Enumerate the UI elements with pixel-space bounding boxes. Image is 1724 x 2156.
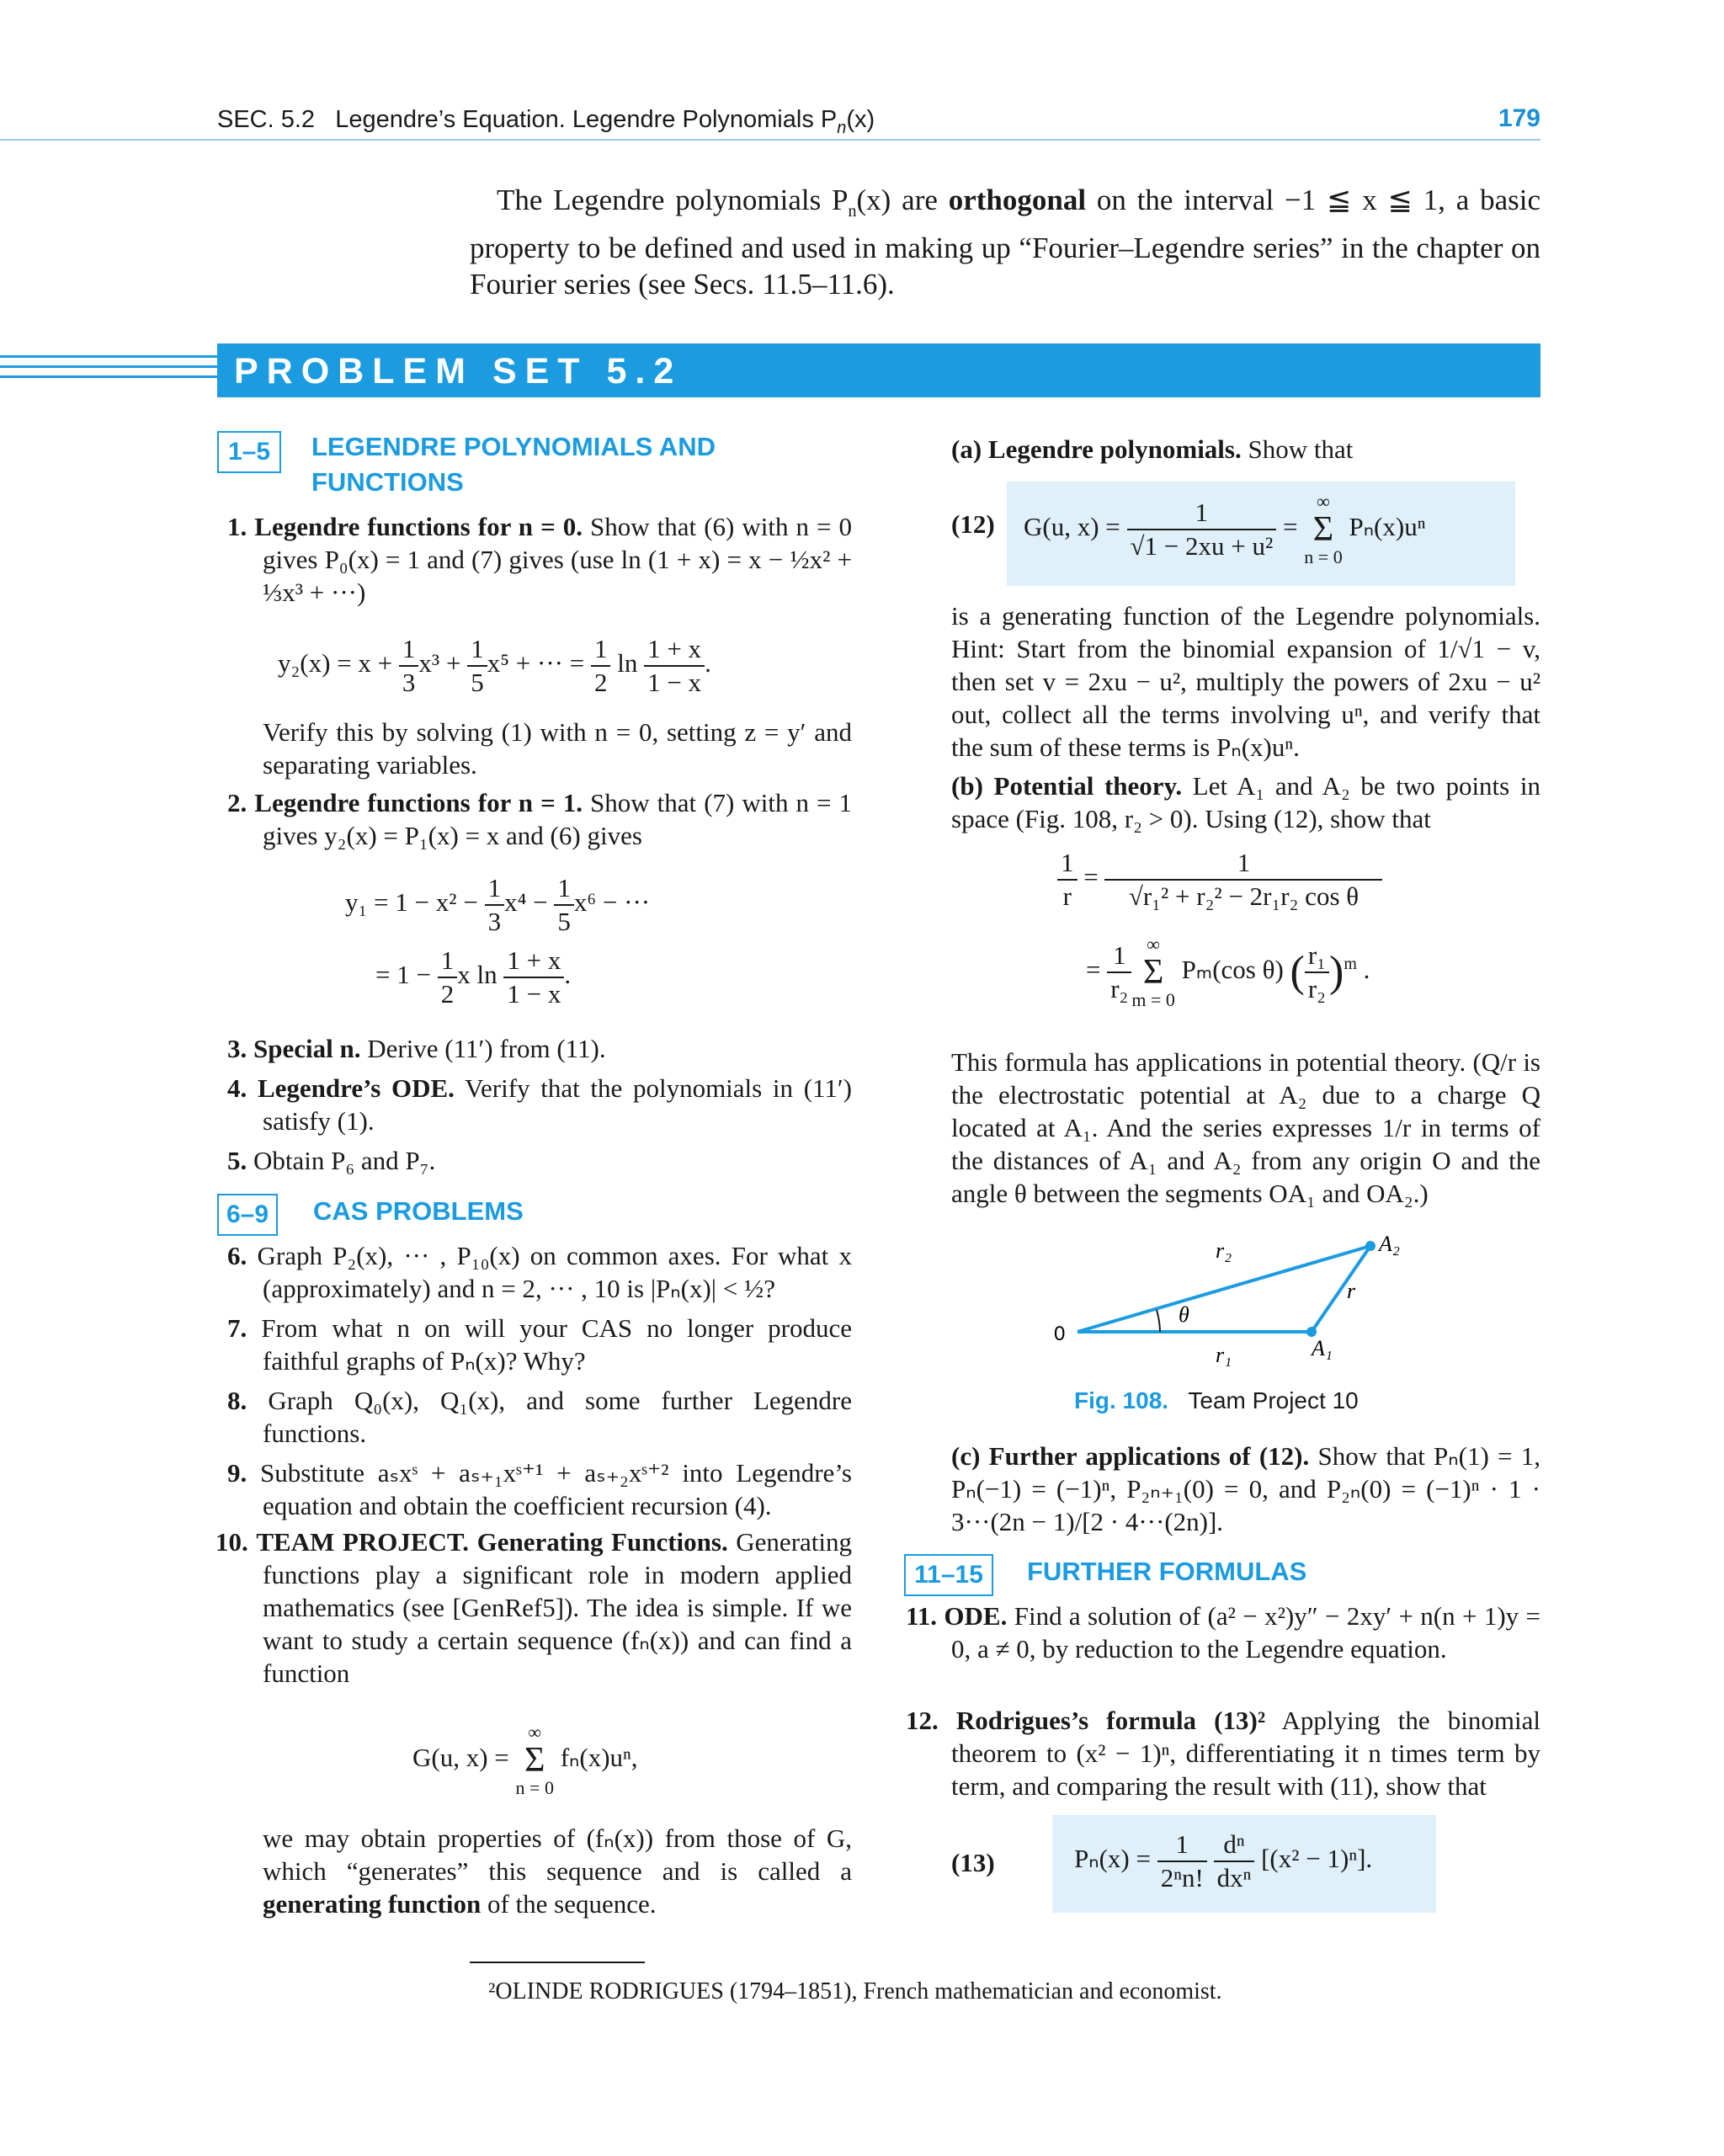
problem-9: 9. Substitute aₛxˢ + aₛ₊₁xˢ⁺¹ + aₛ₊₂xˢ⁺² into Legendre’s equation and obtain the coefficient recursion (4). bbox=[227, 1458, 852, 1520]
equation-y1-closed: = 1 − $\frac{1}{2}$ x ln $\frac{1 + x}{1 - x}$ . bbox=[375, 945, 572, 1009]
triangle-figure bbox=[1035, 1229, 1406, 1372]
problem-4: 4. Legendre’s ODE. Verify that the polynomials in (11′) satisfy (1). bbox=[227, 1073, 852, 1136]
problem-1-verify: Verify this by solving (1) with n = 0, setting z = y′ and separating variables. bbox=[263, 717, 852, 780]
section-heading: LEGENDRE POLYNOMIALS AND FUNCTIONS bbox=[311, 432, 716, 497]
problem-11: 11. ODE. Find a solution of (a² − x²)y″ − 2xy′ + n(n + 1)y = 0, a ≠ 0, by reduction to the Legendre equation. bbox=[906, 1601, 1541, 1664]
problem-10-after: we may obtain properties of (fₙ(x)) from those of G, which “generates” this sequence and is called a generating function of the sequence. bbox=[263, 1823, 852, 1919]
footnote: ²OLINDE RODRIGUES (1794–1851), French mathematician and economist. bbox=[488, 1978, 1222, 2004]
section-range-tag: 11–15 bbox=[904, 1554, 993, 1596]
section-heading: CAS PROBLEMS bbox=[313, 1196, 524, 1226]
equation-generating-G: G(u, x) = ∞ Σ n = 0 fₙ(x)uⁿ, bbox=[412, 1722, 638, 1798]
section-heading: FURTHER FORMULAS bbox=[1027, 1557, 1307, 1586]
header-title: Legendre’s Equation. Legendre Polynomials $P_n(x)$ bbox=[335, 106, 875, 137]
problem-8: 8. Graph Q₀(x), Q₁(x), and some further Legendre functions. bbox=[227, 1386, 852, 1448]
label-r2: r₂ bbox=[1216, 1238, 1232, 1263]
label-A1: A₁ bbox=[1312, 1336, 1333, 1360]
problem-set-title: PROBLEM SET 5.2 bbox=[234, 351, 683, 391]
running-header bbox=[217, 106, 875, 138]
figure-caption: Fig. 108. Team Project 10 bbox=[1074, 1387, 1359, 1413]
problem-2: 2. Legendre functions for n = 1. Show that (7) with n = 1 gives y₂(x) = P₁(x) = x and (6) gives bbox=[227, 788, 853, 850]
label-A2: A₂ bbox=[1379, 1232, 1400, 1256]
problems-6-9 bbox=[227, 1239, 852, 1522]
problem-7: 7. From what n on will your CAS no longer produce faithful graphs of Pₙ(x)? Why? bbox=[227, 1313, 853, 1376]
equation-y2: y₂(x) = x + $\frac{1}{3}$ x³ + $\frac{1}{5}$ x⁵ + ··· = $\frac{1}{2}$ ln $\frac{1 + x}{1 - x}$ . bbox=[278, 634, 711, 697]
problem-3: 3. Special n. Derive (11′) from (11). bbox=[227, 1034, 606, 1063]
section-range-tag: 6–9 bbox=[217, 1194, 278, 1236]
part-b-explanation: This formula has applications in potential theory. (Q/r is the electrostatic potential at A₂ due to a charge Q located at A₁. And the series expresses 1/r in terms of the distances of A₁ and A₂ from any origin O and the angle θ between the segments OA₁ and OA₂.) bbox=[951, 1047, 1540, 1208]
point-A2 bbox=[1365, 1241, 1375, 1251]
part-a-hint: is a generating function of the Legendre polynomials. Hint: Start from the binomial expansion of 1/√1 − v, then set v = 2xu − u², multiply the powers of 2xu − u² out, collect all the terms involving uⁿ, and verify that the sum of these terms is Pₙ(x)uⁿ. bbox=[951, 601, 1540, 762]
part-b-intro: (b) Potential theory. Let A₁ and A₂ be two points in space (Fig. 108, r₂ > 0). Using (12), show that bbox=[951, 771, 1540, 833]
equation-12-label: (12) bbox=[951, 509, 995, 539]
equation-13-rodrigues: Pₙ(x) = $\frac{1}{\text{2ⁿn!}}$ $\frac{\text{dⁿ}}{\text{dxⁿ}}$ [(x² − 1)ⁿ]. bbox=[1074, 1829, 1373, 1892]
segment-r bbox=[1312, 1246, 1370, 1332]
problems-3-5 bbox=[227, 1032, 852, 1177]
header-section: SEC. 5.2 bbox=[217, 106, 316, 133]
part-a-intro: (a) Legendre polynomials. Show that bbox=[951, 434, 1354, 464]
equation-13-label: (13) bbox=[951, 1848, 995, 1877]
label-origin: 0 bbox=[1054, 1323, 1066, 1345]
footnote-rule bbox=[470, 1962, 645, 1963]
problem-10: 10. TEAM PROJECT. Generating Functions. Generating functions play a significant role in modern applied mathematics (see [GenRef5]). The idea is simple. If we want to study a certain sequence (fₙ(x)) and can find a function bbox=[216, 1527, 853, 1688]
label-r: r bbox=[1347, 1279, 1356, 1303]
equation-12: G(u, x) = $\frac{1}{\text{√1 − 2xu + u²}}$ = ∞ Σ n = 0 Pₙ(x)uⁿ bbox=[1024, 491, 1426, 567]
intro-paragraph: The Legendre polynomials $P_n(x)$ are orthogonal on the interval −1 ≦ x ≦ 1, a basic property to be defined and used in making up “Fourier–Legendre series” in the chapter on Fourier series (see Secs. 11.5–11.6). bbox=[470, 184, 1540, 301]
problem-1: 1. Legendre functions for n = 0. Show that (6) with n = 0 gives P₀(x) = 1 and (7) gives (use ln (1 + x) = x − ½x² + ⅓x³ + ···) bbox=[227, 512, 853, 607]
angle-arc bbox=[1157, 1310, 1160, 1332]
problem-6: 6. Graph P₂(x), ··· , P₁₀(x) on common axes. For what x (approximately) and n = 2, ··· , 10 is |Pₙ(x)| < ½? bbox=[227, 1241, 853, 1303]
header-rule bbox=[0, 139, 1540, 141]
equation-potential-2: = $\frac{1}{\text{r₂}}$ ∞ Σ m = 0 Pₘ(cos θ) ( $\frac{\text{r₁}}{\text{r₂}}$ )$^m$ . bbox=[1086, 934, 1370, 1010]
equation-y1-series: y₁ = 1 − x² − $\frac{1}{3}$ x⁴ − $\frac{1}{5}$ x⁶ − ··· bbox=[345, 873, 651, 936]
page-number: 179 bbox=[1498, 104, 1540, 132]
problem-12: 12. Rodrigues’s formula (13)² Applying the binomial theorem to (x² − 1)ⁿ, differentiating it n times term by term, and comparing the result with (11), show that bbox=[906, 1706, 1540, 1801]
equation-potential-1: $\frac{1}{r}$ = $\frac{1}{\text{√r₁² + r₂² − 2r₁r₂ cos θ}}$ bbox=[1057, 847, 1382, 913]
problem-5: 5. Obtain P₆ and P₇. bbox=[227, 1146, 436, 1175]
part-c: (c) Further applications of (12). Show that Pₙ(1) = 1, Pₙ(−1) = (−1)ⁿ, P₂ₙ₊₁(0) = 0, and P₂ₙ(0) = (−1)ⁿ · 1 · 3···(2n − 1)/[2 · 4···(2n)]. bbox=[951, 1441, 1540, 1536]
label-r1: r₁ bbox=[1216, 1343, 1232, 1367]
section-range-tag: 1–5 bbox=[217, 431, 281, 473]
label-theta: θ bbox=[1179, 1302, 1189, 1327]
